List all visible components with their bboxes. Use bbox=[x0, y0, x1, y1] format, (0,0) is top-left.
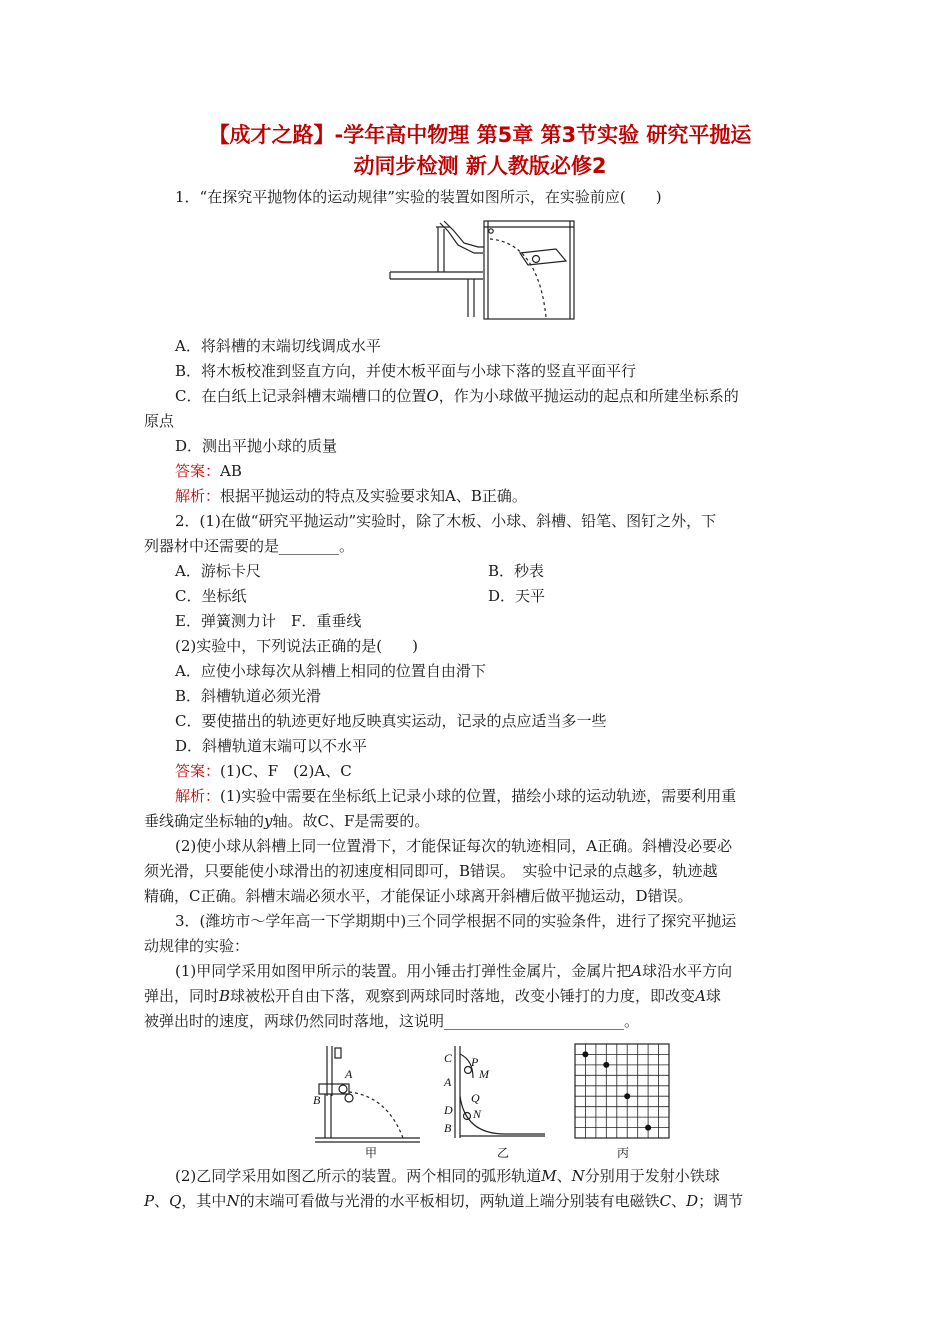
q3-part-2-line-1: (2)乙同学采用如图乙所示的装置。两个相同的弧形轨道M、N分别用于发射小铁球 bbox=[175, 1167, 720, 1185]
q1-option-c-cont: 原点 bbox=[144, 412, 175, 430]
q2-sub-2-option-a: A．应使小球每次从斜槽上相同的位置自由滑下 bbox=[175, 662, 486, 680]
q2-stem-2: 列器材中还需要的是________。 bbox=[144, 537, 355, 555]
q2-analysis-3: (2)使小球从斜槽上同一位置滑下，才能保证每次的轨迹相同，A正确。斜槽没必要必 bbox=[175, 837, 733, 855]
q2-option-ef: E．弹簧测力计 F．重垂线 bbox=[175, 612, 362, 630]
q2-sub-2-stem: (2)实验中，下列说法正确的是( ) bbox=[175, 637, 418, 655]
q2-answer: 答案：(1)C、F (2)A、C bbox=[175, 762, 352, 780]
q1-answer: 答案：AB bbox=[175, 462, 242, 480]
q2-analysis-4: 须光滑，只要能使小球滑出的初速度相同即可，B错误。 实验中记录的点越多，轨迹越 bbox=[144, 862, 718, 880]
q1-stem: 1．“在探究平抛物体的运动规律”实验的装置如图所示，在实验前应( ) bbox=[175, 188, 662, 206]
q2-analysis-2: 垂线确定坐标轴的y轴。故C、F是需要的。 bbox=[144, 812, 430, 830]
q2-option-c: C．坐标纸 bbox=[175, 587, 247, 605]
fig-caption-yi: 乙 bbox=[497, 1146, 510, 1160]
q3-stem-2: 动规律的实验： bbox=[144, 937, 250, 955]
q1-apparatus-figure bbox=[388, 217, 578, 323]
fig-label-b2: B bbox=[444, 1121, 452, 1135]
q1-option-c: C．在白纸上记录斜槽末端槽口的位置O，作为小球做平抛运动的起点和所建坐标系的 bbox=[175, 387, 739, 405]
q2-option-b: B．秒表 bbox=[488, 562, 545, 580]
q3-part-1-line-3: 被弹出时的速度，两球仍然同时落地，这说明________________________。 bbox=[144, 1012, 640, 1030]
q1-option-d: D．测出平抛小球的质量 bbox=[175, 437, 338, 455]
fig-label-n: N bbox=[473, 1107, 482, 1121]
fig-label-a: A bbox=[345, 1067, 353, 1081]
fig-label-m: M bbox=[479, 1067, 489, 1081]
q2-stem-1: 2．(1)在做“研究平抛运动”实验时，除了木板、小球、斜槽、铅笔、图钉之外，下 bbox=[175, 512, 717, 530]
q2-option-a: A．游标卡尺 bbox=[175, 562, 261, 580]
q1-analysis: 解析：根据平抛运动的特点及实验要求知A、B正确。 bbox=[175, 487, 527, 505]
q2-analysis-5: 精确，C正确。斜槽末端必须水平，才能保证小球离开斜槽后做平抛运动，D错误。 bbox=[144, 887, 693, 905]
fig-label-b: B bbox=[313, 1093, 321, 1107]
q2-sub-2-option-d: D．斜槽轨道末端可以不水平 bbox=[175, 737, 368, 755]
q3-stem-1: 3．(潍坊市～学年高一下学期期中)三个同学根据不同的实验条件，进行了探究平抛运 bbox=[175, 912, 737, 930]
q2-analysis-1: 解析：(1)实验中需要在坐标纸上记录小球的位置，描绘小球的运动轨迹，需要利用重 bbox=[175, 787, 737, 805]
fig-label-d: D bbox=[444, 1103, 453, 1117]
fig-caption-jia: 甲 bbox=[365, 1146, 378, 1160]
q3-part-1-line-1: (1)甲同学采用如图甲所示的装置。用小锤击打弹性金属片，金属片把A球沿水平方向 bbox=[175, 962, 733, 980]
q2-option-d: D．天平 bbox=[488, 587, 546, 605]
fig-caption-bing: 丙 bbox=[617, 1146, 630, 1160]
fig-label-c: C bbox=[444, 1051, 453, 1065]
q3-part-2-line-2: P、Q，其中N的末端可看做与光滑的水平板相切，两轨道上端分别装有电磁铁C、D；调节 bbox=[144, 1192, 744, 1210]
fig-label-q: Q bbox=[471, 1091, 480, 1105]
fig-label-p: P bbox=[471, 1055, 479, 1069]
q3-figures bbox=[305, 1040, 680, 1160]
q1-option-a: A．将斜槽的末端切线调成水平 bbox=[175, 337, 381, 355]
document-title-line-2: 动同步检测 新人教版必修2 bbox=[353, 154, 607, 178]
document-title-line-1: 【成才之路】-学年高中物理 第5章 第3节实验 研究平抛运 bbox=[208, 123, 752, 147]
fig-label-a2: A bbox=[444, 1075, 452, 1089]
q1-option-b: B．将木板校准到竖直方向，并使木板平面与小球下落的竖直平面平行 bbox=[175, 362, 637, 380]
q2-sub-2-option-c: C．要使描出的轨迹更好地反映真实运动，记录的点应适当多一些 bbox=[175, 712, 607, 730]
q2-sub-2-option-b: B．斜槽轨道必须光滑 bbox=[175, 687, 322, 705]
q3-part-1-line-2: 弹出，同时B球被松开自由下落，观察到两球同时落地，改变小锤打的力度，即改变A球 bbox=[144, 987, 721, 1005]
